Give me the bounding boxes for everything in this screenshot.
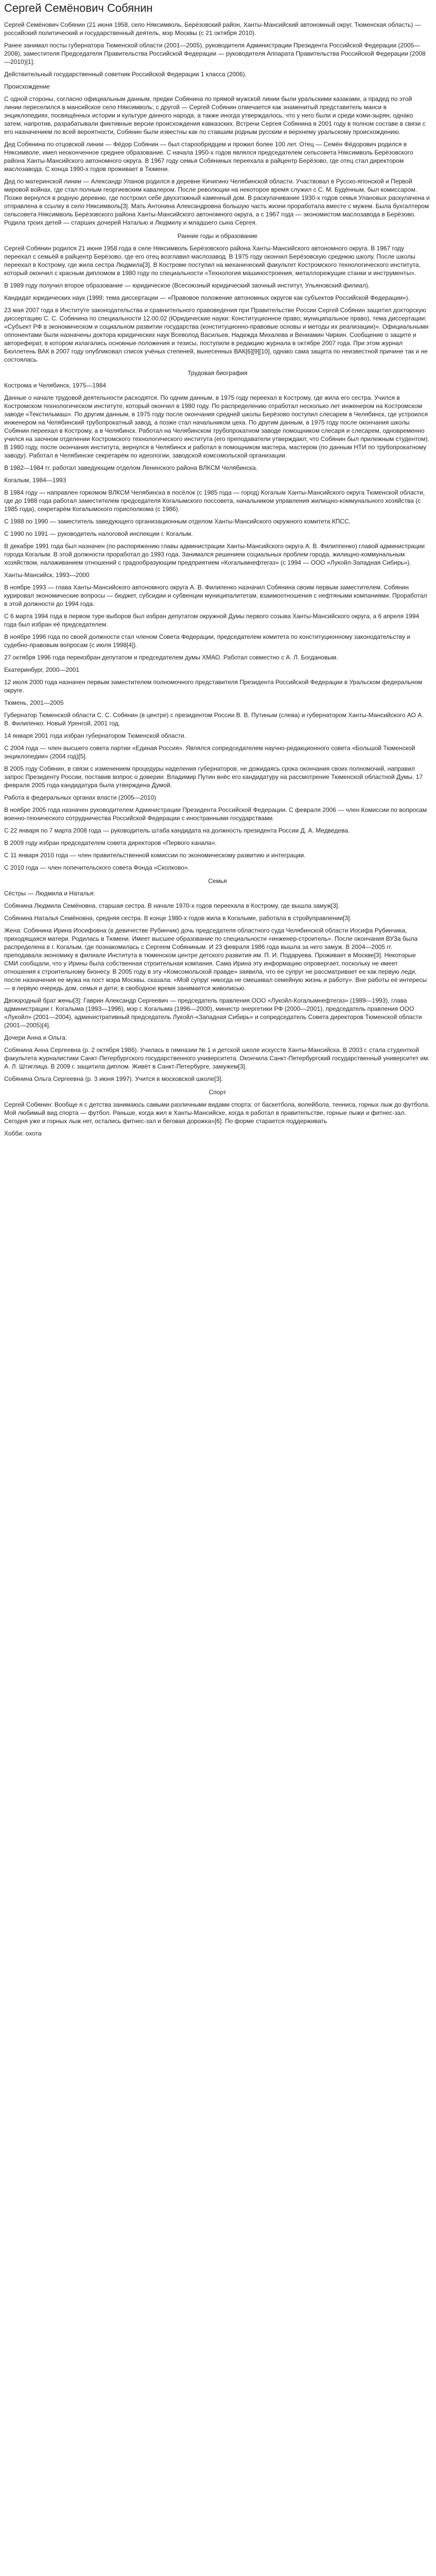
labor-paragraph: Когалым, 1984—1993: [4, 477, 66, 484]
intro-section: [4, 21, 431, 227]
hobby-line: Хобби: охота: [4, 1130, 42, 1137]
family-section: [4, 889, 431, 1083]
labor-paragraph: С 6 марта 1994 года в первом туре выборов был избран депутатом окружной Думы первого созыва Ханты-Мансийского округа, а 6 апреля 1994 года был избран её председателем.: [4, 613, 420, 628]
family-paragraph: Собянина Ольга Сергеевна (р. 3 июня 1997). Учится в московской школе[3].: [4, 1075, 223, 1082]
intro-paragraph: Происхождение: [4, 83, 50, 90]
labor-paragraph: Кострома и Челябинск, 1975—1984: [4, 382, 107, 389]
labor-paragraph: С 1990 по 1991 — руководитель налоговой инспекции г. Когалым.: [4, 530, 193, 537]
labor-paragraph: С 22 января по 7 марта 2008 года — руководитель штаба кандидата на должность президента России Д. А. Медведева.: [4, 827, 350, 834]
labor-paragraph: Ханты-Мансийск, 1993—2000: [4, 571, 90, 579]
education-paragraph: 23 мая 2007 года в Институте законодательства и сравнительного правоведения при Правительстве России Сергей Собянин защитил докторскую диссертацию С. С. Собянина по специальности 12.00.02 (Юридические науки: Конституционное право; муниципальное право), тема диссертации: «Субъект РФ в экономическом и социальном развитии государства (конституционно-правовые основы и методы их реализации)». Официальными оппонентами были назначены доктора юридических наук Всеволод Васильев, Надежда Михалева и Вениамин Чиркин. Сообщение о защите и автореферат, в котором излагались основные положения и тезисы, поступили в редакцию журнала в октябре 2007 года. При этом журнал Бюллетень ВАК в 2007 году опубликовал список учёных степеней, вынесенных ВАК[6][9][10], однако сама защита по неизвестной причине так и не состоялась.: [4, 307, 429, 363]
labor-paragraph: В ноябре 1996 года по своей должности стал членом Совета Федерации, председателем комитета по конституционному законодательству и судебно-правовым вопросам (с июля 1998[4]).: [4, 633, 411, 649]
sport-paragraph: Сергей Собянин: Вообще я с детства занимаюсь самыми различными видами спорта: от баскетбола, волейбола, тенниса, горных лыж до футбола. Мой любимый вид спорта — футбол. Раньше, когда жил в Ханты-Мансийске, когда я работал в правительстве, горные лыжи и фитнес-зал. Сегодня уже и горных лыж нет, остались фитнес-зал и беговая дорожка»[6]. По форме старается поддерживать: [4, 1101, 430, 1125]
intro-paragraph: Действительный государственный советник Российской Федерации 1 класса (2006).: [4, 71, 247, 78]
education-paragraph: Сергей Собянин родился 21 июня 1958 года в селе Няксимволь Берёзовского района Ханты-Мансийского автономного округа. В 1967 году переехал с семьёй в райцентр Берёзово, где его отец возглавил маслозавод. В 1975 году окончил Берёзовскую среднюю школу. После школы переехал в Кострому, где жила сестра Людмила[3]. В Костроме поступил на механический факультет Костромского технологического института, который окончил с красным дипломом в 1980 году по специальности «Технология машиностроения, металлорежущие станки и инструменты».: [4, 245, 421, 277]
labor-paragraph: Работа в федеральных органах власти (2005—2010): [4, 794, 156, 801]
intro-paragraph: С одной стороны, согласно официальным данным, предки Собянина по прямой мужской линии были уральскими казаками, а прадед по этой линии переселился в мансийское село Няксимволь; с другой — Сергей Собянин отмечается как знаменитый представитель манси в энциклопедиях, посвящённых истории и культуре данного народа, а также иногда утверждалось, что у него были и среди коми-зырян, однако затем, напротив, разрабатывали фиктивные версии происхождения кавказских. Встречи Сергея Собянина в 2001 году в полном составе в связи с его назначением по всей вероятности, Собянин были известны как по ставшим родным русским и верхнему уральскому происхождению.: [4, 95, 426, 135]
labor-paragraph: Екатеринбург, 2000—2001: [4, 666, 80, 673]
labor-paragraph: В декабре 1991 года был назначен (по распоряжению главы администрации Ханты-Мансийского округа А. В. Филиппенко) главой администрации города Когалым. В этой должности проработал до 1993 года. Занимался решением социальных проблем города, жилищно-коммунальным хозяйством, налаживанием отношений с градообразующим предприятием «Когалымнефтегаз» (с 1994 — ООО «Лукойл-Западная Сибирь»).: [4, 543, 425, 566]
sport-section: [4, 1100, 431, 1125]
labor-paragraph: С 2010 года — член попечительского совета Фонда «Сколково».: [4, 864, 189, 871]
page-title: Сергей Семёнович Собянин: [4, 2, 153, 14]
intro-paragraph: Дед Собянина по отцовской линии — Фёдор Собянин — был старообрядцем и прожил более 100 лет. Отец — Семён Фёдорович родился в Няксимволе, имел неоконченное среднее образование. С начала 1950-х годов являлся председателем сельсовета Няксимволь Берёзовского района Ханты-Мансийского автономного округа. В 1967 году семья Собяниных переехала в райцентр Берёзово, где отец стал директором маслозавода. С конца 1990-х годов проживает в Тюмени.: [4, 141, 413, 173]
intro-paragraph: Ранее занимал посты губернатора Тюменской области (2001—2005), руководителя Администрации Президента Российской Федерации (2005—2008), заместителя Председателя Правительства Российской Федерации — руководителя Аппарата Правительства Российской Федерации (2008—2010)[1].: [4, 42, 426, 65]
education-paragraph: Кандидат юридических наук (1999; тема диссертации — «Правовое положение автономных округов как субъектов Российской Федерации»).: [4, 294, 410, 301]
labor-paragraph: 27 октября 1996 года переизбран депутатом и председателем думы ХМАО. Работал совместно с А. Л. Богдановым.: [4, 654, 338, 661]
labor-paragraph: С 2004 года — член высшего совета партии «Единая Россия». Являлся сопредседателем научно-редакционного совета «Большой Тюменской энциклопедии» (2004 год)[5].: [4, 744, 415, 760]
labor-paragraph: В 2005 году Собянин, в связи с изменением процедуры наделения губернаторов, не дожидаясь срока окончания своих полномочий, направил запрос Президенту России, поставив вопрос о доверии. Владимир Путин внёс его кандидатуру на рассмотрение Тюменской областной Думы. 17 февраля 2005 года кандидатура была утверждена Думой.: [4, 765, 423, 789]
education-section: [4, 244, 431, 364]
labor-paragraph: 12 июля 2000 года назначен первым заместителем полномочного представителя Президента Российской Федерации в Уральском федеральном округе.: [4, 679, 423, 694]
labor-paragraph: В 1984 году — направлен горкомом ВЛКСМ Челябинска в посёлок (с 1985 года — город) Когалым Ханты-Мансийского округа Тюменской области, где до 1988 года работал заместителем председателя Когалымского поссовета, начальником управления жилищно-коммунального хозяйства (с 1985 года), секретарём Когалымского горисполкома (с 1986).: [4, 489, 425, 513]
section-title-labor: Трудовая биография: [187, 369, 248, 377]
family-paragraph: Собянина Людмила Семёновна, старшая сестра. В начале 1970-х годов переехала в Кострому, где вышла замуж[3].: [4, 902, 340, 909]
education-paragraph: В 1989 году получил второе образование — юридическое (Всесоюзный юридический заочный институт, Ульяновский филиал).: [4, 282, 370, 289]
labor-paragraph: В ноябре 2005 года назначен руководителем Администрации Президента Российской Федерации. С февраля 2006 — член Комиссии по вопросам военно-технического сотрудничества Российской Федерации с иностранными государствами.: [4, 806, 427, 822]
labor-paragraph: Данные о начале трудовой деятельности расходятся. По одним данным, в 1975 году переехал в Кострому, где жила его сестра. Учился в Костромском технологическом институте, который окончил в 1980 году. По распределению отработал несколько лет инженером на Костромском заводе «Текстильмаш». По другим данным, в 1975 году после окончания средней школы Берёзово поступил слесарем в Челябинск, где устроился инженером на Челябинский трубопрокатный завод, а позже стал начальником цеха. По другим данным, в 1975 году после окончания школы Собянин переехал в Кострому, а в Челябинск. Работал на Челябинском трубопрокатном заводе помощником слесаря и слесарем, одновременно учился на заочном отделении Костромского технологического института (его преподаватели утверждают, что Собянин был прилежным студентом). В 1980 году, после окончания института, вернулся в Челябинск и работал в помощником мастера, мастером (по данным НТИ по трубопрокатному заводу). Работал в Челябинске секретарём по идеологии, заводской комсомольской организации.: [4, 394, 429, 459]
intro-paragraph: Сергей Семёнович Собянин (21 июня 1958, село Няксимволь, Берёзовский район, Ханты-Мансийский автономный округ, Тюменская область) — российский политический и государственный деятель, мэр Москвы (с 21 октября 2010).: [4, 21, 421, 37]
labor-paragraph: Тюмень, 2001—2005: [4, 699, 64, 706]
family-paragraph: Сёстры — Людмила и Наталья:: [4, 890, 95, 897]
labor-section: [4, 381, 431, 872]
section-title-education: Ранние годы и образование: [177, 232, 258, 240]
labor-paragraph: С 11 января 2010 года — член правительственной комиссии по экономическому развитию и интеграции.: [4, 852, 306, 859]
section-title-sport: Спорт: [208, 1089, 226, 1096]
labor-paragraph: С 1988 по 1990 — заместитель заведующего организационным отделом Ханты-Мансийского окружного комитета КПСС.: [4, 518, 351, 525]
family-paragraph: Дочери Анна и Ольга:: [4, 1034, 67, 1041]
article: [0, 0, 436, 1152]
labor-paragraph: 14 января 2001 года избран губернатором Тюменской области.: [4, 732, 186, 739]
intro-paragraph: Дед по материнской линии — Александр Уланов родился в деревне Кичигино Челябинской области. Участвовал в Русско-японской и Первой мировой войнах, где стал полным георгиевским кавалером. После революции на некоторое время служил с С. М. Будённым, был комиссаром. Позже вернулся в родную деревню, где построил себе двухэтажный каменный дом. В раскулачивание 1930-х годов семья Улановых раскулачена и отправлена в ссылку в село Няксимволь[3]. Мать Антонина Александровна большую часть жизни проработала вместе с мужем. Была бухгалтером сельсовета Няксимволь Берёзовского района Ханты-Мансийского автономного округа, а с 1967 года — экономистом маслозавода в Берёзово. Родила троих детей — старших дочерей Наталью и Людмилу и младшего сына Сергея.: [4, 178, 430, 226]
family-paragraph: Двоюродный брат жены[3]: Гаврин Александр Сергеевич — председатель правления ООО «Лукойл-Когалымнефтегаз» (1989—1993), глава администрации г. Когалыма (1993—1996), мэр г. Когалыма (1996—2000), министр энергетики РФ (2000—2001), председатель правления ООО «Лукойл» (2001—2004), административный председатель Лукойл-«Западная Сибирь» и сопредседатель Совета директоров Тюменской области (2001—2005)[4].: [4, 997, 422, 1029]
family-paragraph: Жена: Собянина Ирина Иосифовна (в девичестве Рубинчик) дочь председателя областного суда Челябинской области Иосифа Рубинчика, приходящаяся матери. Родилась в Тюмени. Имеет высшее образование по специальности «инженер-строитель». После окончания ВУЗа была распределена в г. Когалым, где познакомилась с Сергеем Собяниным. И 23 февраля 1986 года вышла за него замуж. В 2004—2005 гг. преподавала экономику в филиале Института в тюменском центре детского развития им. П. И. Подаруева. Проживает в Москве[3]. Некоторые СМИ сообщали, что у Ирины была собственная строительная компания. Сама Ирина эту информацию опровергает, поскольку не имеет отношения к строительному бизнесу. В 2005 году в эту «Комсомольской правде» заявила, что ее супруг не рассматривает ее как первую леди, после назначения ее мужа на пост мэра Москвы, сказала: «Мой супруг никогда не смешивал семейную жизнь и работу». Вне работы её интересы — в первую очередь дом, семья и дети; в свободное время занимается живописью.: [4, 927, 427, 992]
labor-paragraph: В 1982—1984 гг. работал заведующим отделом Ленинского района ВЛКСМ Челябинска.: [4, 464, 258, 471]
family-paragraph: Собянина Анна Сергеевна (р. 2 октября 1986). Училась в гимназии № 1 и детской школе искусств Ханты-Мансийска. В 2003 г. стала студенткой факультета журналистики Санкт-Петербургского государственного университета. Окончила Санкт-Петербургский государственный университет им. А. Л. Штиглица. В 2009 г. защитила диплом. Живёт в Санкт-Петербурге, замужем[3].: [4, 1046, 430, 1070]
family-paragraph: Собянина Наталья Семёновна, средняя сестра. В конце 1980-х годов жила в Когалыме, работала в стройуправлении[3].: [4, 914, 352, 922]
labor-paragraph: Губернатор Тюменской области С. С. Собянин (в центре) с президентом России В. В. Путиным (слева) и губернатором Ханты-Мансийского АО А. В. Филипенко. Новый Уренгой, 2001 год.: [4, 711, 424, 727]
labor-paragraph: В 2009 году избран председателем совета директоров «Первого канала».: [4, 839, 217, 846]
labor-paragraph: В ноябре 1993 — глава Ханты-Мансийского автономного округа А. В. Филипенко назначил Собянина своим первым заместителем. Собянин курировал экономические вопросы — бюджет, субсидии и субвенции муниципалитетам, взаимоотношения с нефтяными компаниями. Проработал в этой должности до 1994 года.: [4, 584, 427, 607]
section-title-family: Семья: [208, 877, 227, 885]
